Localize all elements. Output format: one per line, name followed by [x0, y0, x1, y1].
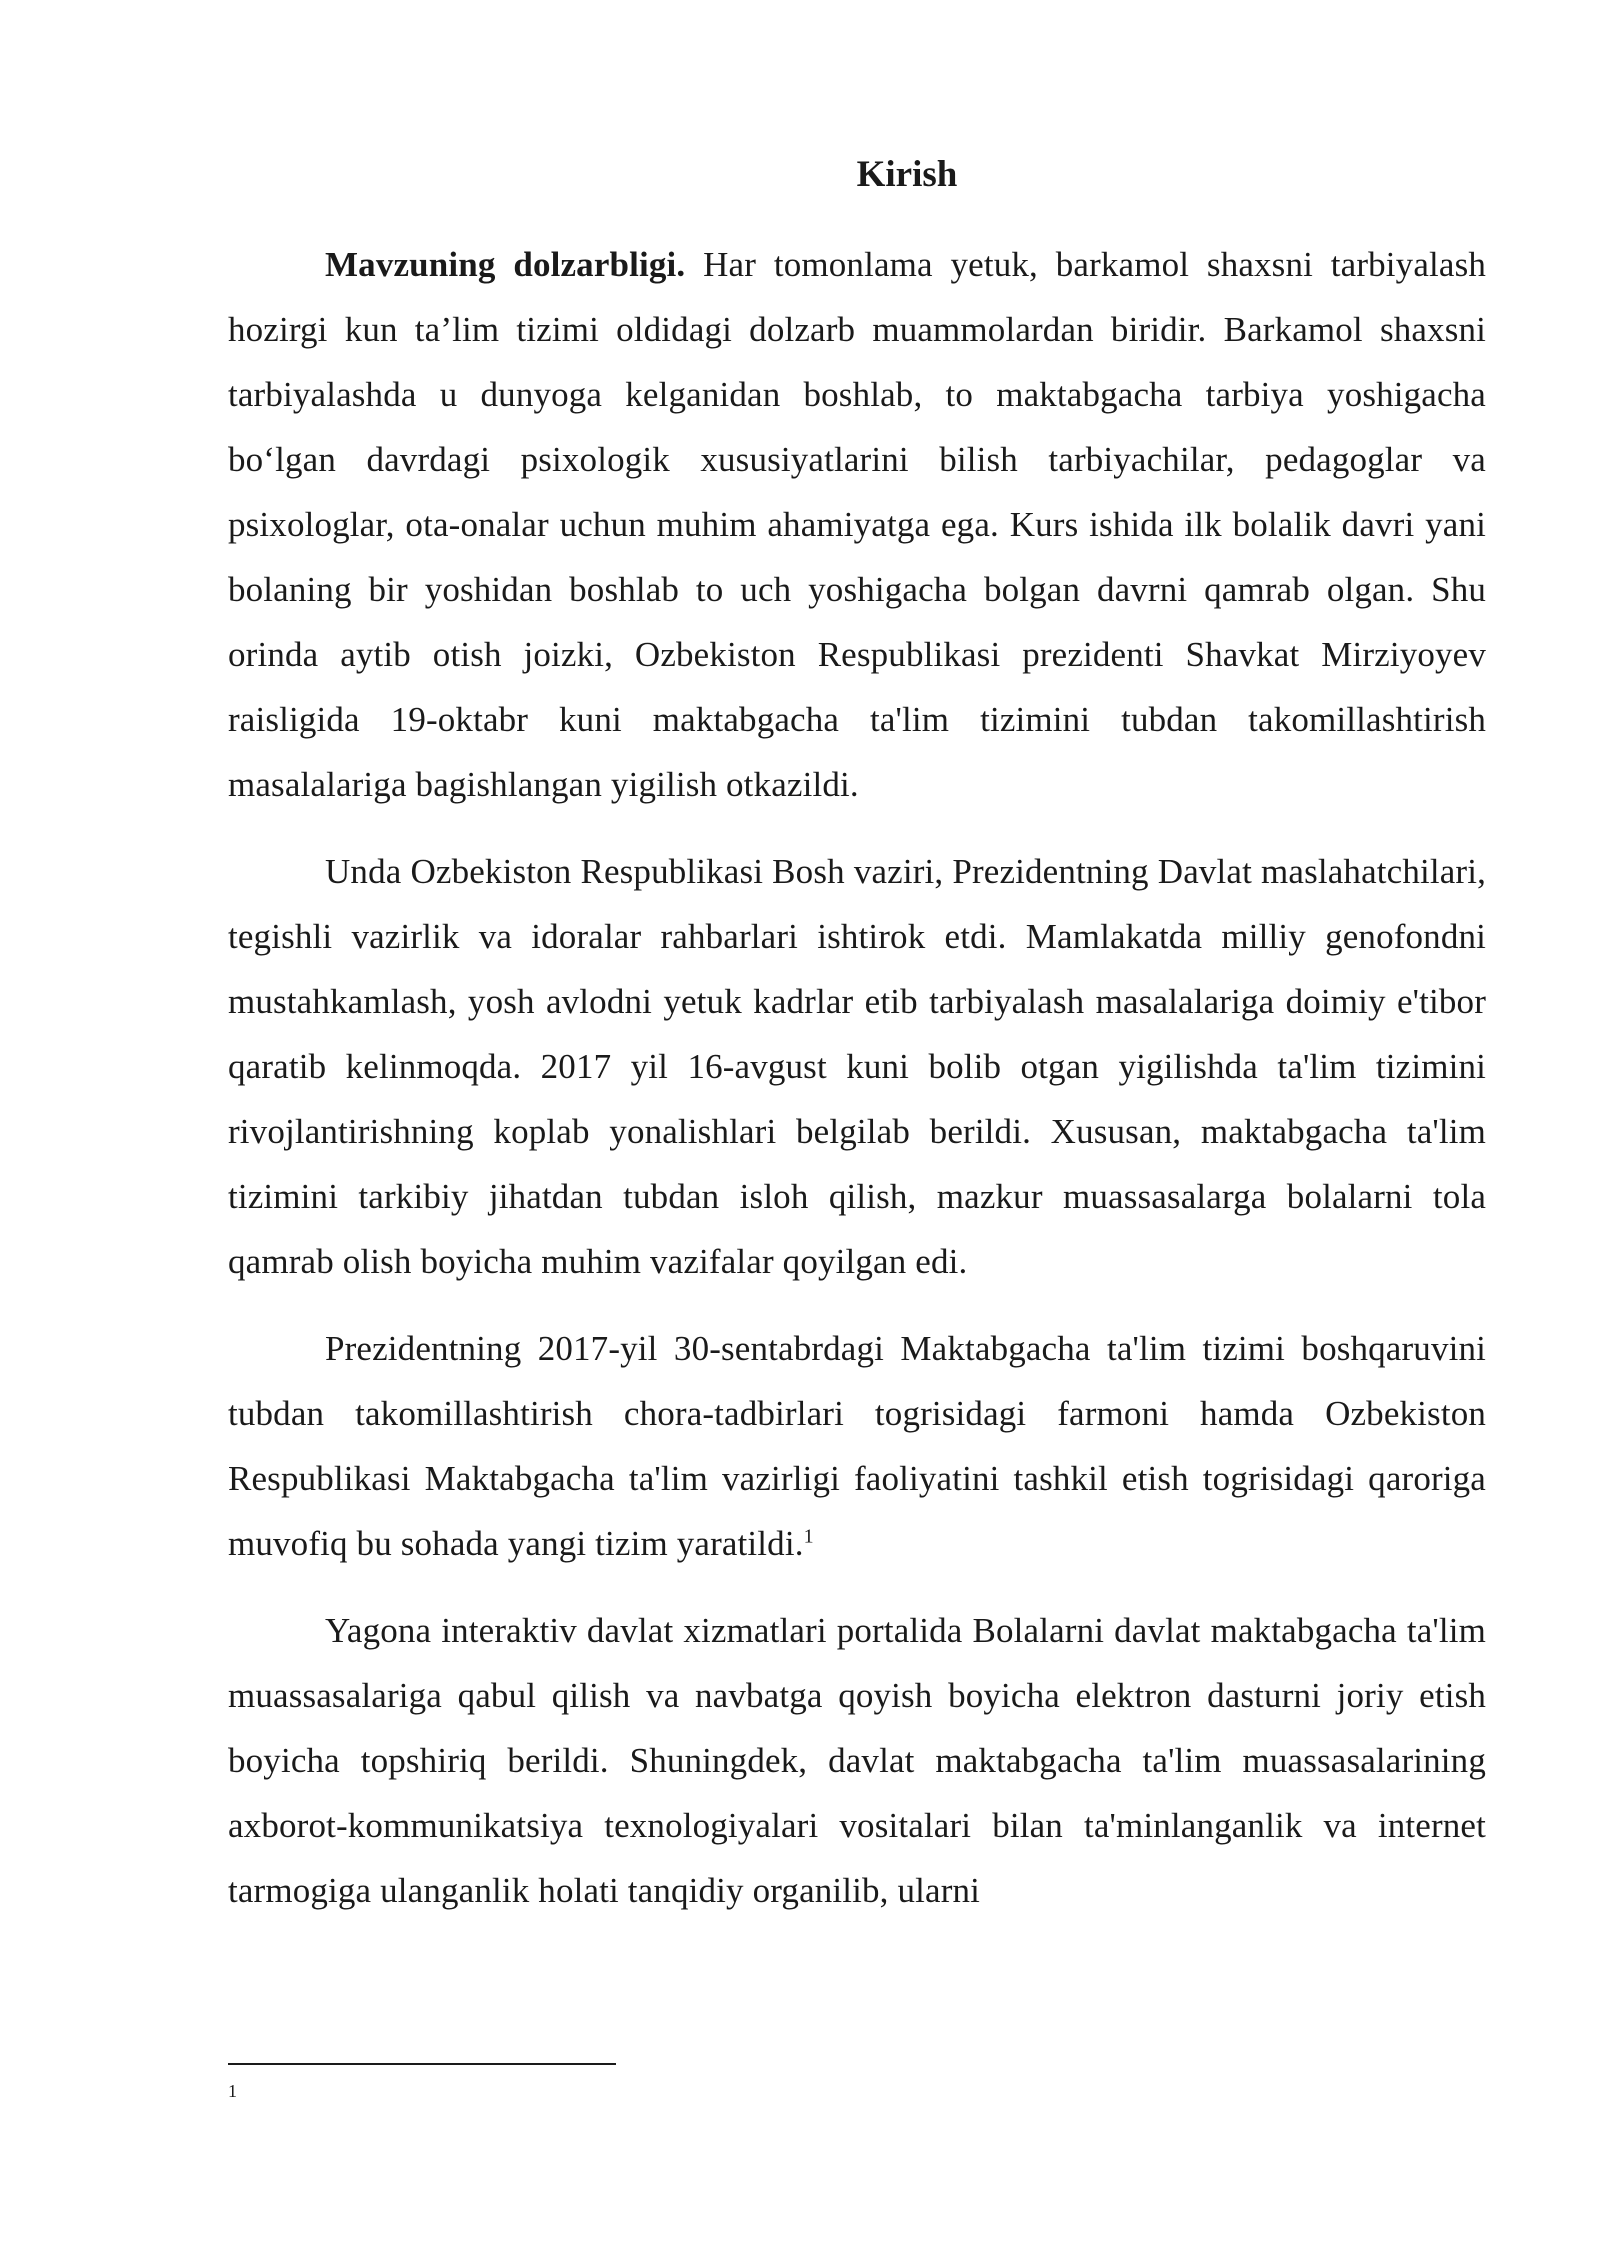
footnote-separator — [228, 2063, 616, 2065]
document-page — [228, 145, 1486, 1945]
footnote-number: 1 — [228, 2081, 237, 2101]
paragraph-text: Prezidentning 2017-yil 30-sentabrdagi Maktabgacha ta'lim tizimi boshqaruvini tubdan takomillashtirish chora-tadbirlari togrisidagi farmoni hamda Ozbekiston Respublikasi Maktabgacha ta'lim vazirligi faoliyatini tashkil etish togrisidagi qaroriga muvofiq bu sohada yangi tizim yaratildi. — [228, 1329, 1486, 1563]
document-title: Kirish — [856, 154, 958, 195]
footnote-reference[interactable]: 1 — [803, 1525, 814, 1548]
paragraph-meeting — [228, 839, 1486, 1294]
paragraph-text: Har tomonlama yetuk, barkamol shaxsni tarbiyalash hozirgi kun ta’lim tizimi oldidagi dolzarb muammolardan biridir. Barkamol shaxsni tarbiyalashda u dunyoga kelganidan boshlab, to maktabgacha tarbiya yoshigacha bo‘lgan davrdagi psixologik xususiyatlarini bilish tarbiyachilar, pedagoglar va psixologlar, ota-onalar uchun muhim ahamiyatga ega. Kurs ishida ilk bolalik davri yani bolaning bir yoshidan boshlab to uch yoshigacha bolgan davrni qamrab olgan. Shu orinda aytib otish joizki, Ozbekiston Respublikasi prezidenti Shavkat Mirziyoyev raisligida 19-oktabr kuni maktabgacha ta'lim tizimini tubdan takomillashtirish masalalariga bagishlangan yigilish otkazildi. — [228, 245, 1486, 804]
paragraph-portal — [228, 1598, 1486, 1923]
paragraph-relevance — [228, 232, 1486, 817]
paragraph-lead: Mavzuning dolzarbligi. — [325, 245, 686, 284]
paragraph-text: Yagona interaktiv davlat xizmatlari portalida Bolalarni davlat maktabgacha ta'lim muassasalariga qabul qilish va navbatga qoyish boyicha elektron dasturni joriy etish boyicha topshiriq berildi. Shuningdek, davlat maktabgacha ta'lim muassasalarining axborot-kommunikatsiya texnologiyalari vositalari bilan ta'minlanganlik va internet tarmogiga ulanganlik holati tanqidiy organilib, ularni — [228, 1611, 1486, 1910]
paragraph-decree — [228, 1316, 1486, 1576]
paragraph-text: Unda Ozbekiston Respublikasi Bosh vaziri, Prezidentning Davlat maslahatchilari, tegishli vazirlik va idoralar rahbarlari ishtirok etdi. Mamlakatda milliy genofondni mustahkamlash, yosh avlodni yetuk kadrlar etib tarbiyalash masalalariga doimiy e'tibor qaratib kelinmoqda. 2017 yil 16-avgust kuni bolib otgan yigilishda ta'lim tizimini rivojlantirishning koplab yonalishlari belgilab berildi. Xususan, maktabgacha ta'lim tizimini tarkibiy jihatdan tubdan isloh qilish, mazkur muassasalarga bolalarni tola qamrab olish boyicha muhim vazifalar qoyilgan edi. — [228, 852, 1486, 1281]
